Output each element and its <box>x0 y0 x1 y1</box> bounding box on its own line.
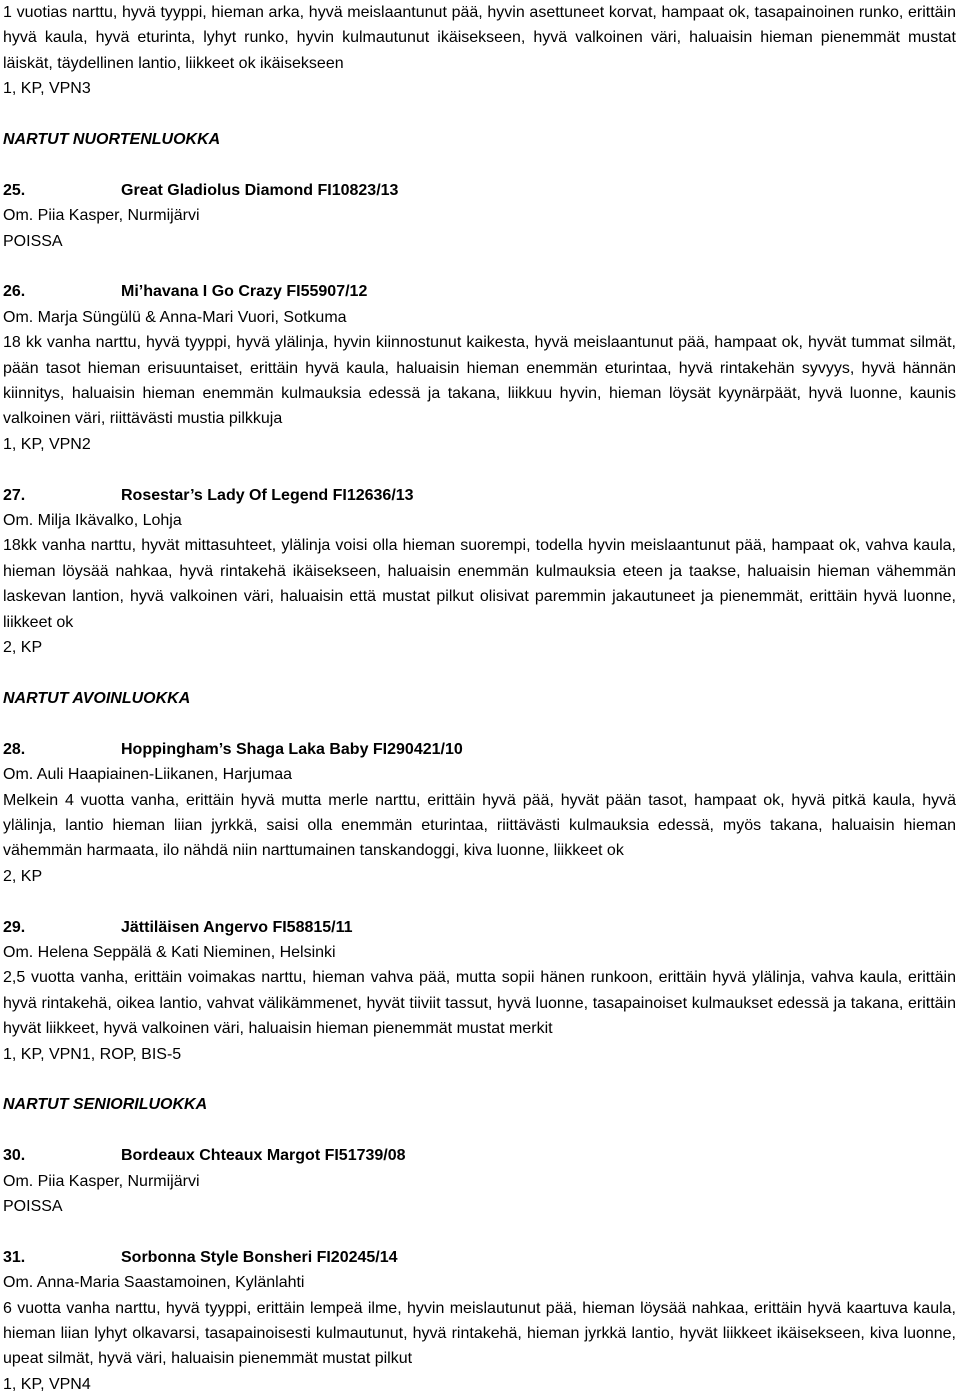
dog-result: 1, KP, VPN2 <box>3 435 91 453</box>
spacer <box>3 1219 956 1244</box>
spacer <box>3 457 956 482</box>
dog-number: 27. <box>3 486 26 504</box>
dog-name: Mi’havana I Go Crazy FI55907/12 <box>121 283 368 301</box>
dog-owner: Om. Piia Kasper, Nurmijärvi <box>3 207 200 225</box>
dog-heading <box>3 1245 956 1270</box>
dog-result: POISSA <box>3 232 63 250</box>
dog-description: 18kk vanha narttu, hyvät mittasuhteet, ylälinja voisi olla hieman suorempi, todella hyvin meislaantunut pää, hampaat ok, vahva kaula, hieman löysää nahkaa, hyvä rintakehä ikäisekseen, haluaisin enemmän kulmauksia eteen ja taakse, haluaisin hieman vähemmän laskevan lantion, hyvä valkoinen väri, haluaisin että mustat pilkut olisivat paremmin jakautuneet ja pienemmät, erittäin hyvä luonne, liikkeet ok <box>3 537 956 631</box>
spacer <box>3 889 956 914</box>
dog-result: 2, KP <box>3 639 43 657</box>
class-heading: NARTUT SENIORILUOKKA <box>3 1096 208 1114</box>
dog-description: 2,5 vuotta vanha, erittäin voimakas narttu, hieman vahva pää, mutta sopii hänen runkoon, erittäin hyvä ylälinja, vahva kaula, erittäin hyvä rintakehä, oikea lantio, vahvat välikämmenet, hyvät tiiviit tassut, hyvä luonne, tasapainoiset kulmaukset edessä ja takana, erittäin hyvät liikkeet, hyvä valkoinen väri, haluaisin hieman pienemmät mustat merkit <box>3 969 956 1038</box>
dog-result: POISSA <box>3 1197 63 1215</box>
dog-owner: Om. Auli Haapiainen-Liikanen, Harjumaa <box>3 766 293 784</box>
dog-description: 6 vuotta vanha narttu, hyvä tyyppi, erittäin lempeä ilme, hyvin meislautunut pää, hieman löysää nahkaa, erittäin hyvä kaartuva kaula, hieman liian lyhyt olkavarsi, tasapainoisesti kulmautunut, hyvä rintakehä, hieman jyrkkä lantio, hyvät liikkeet ikäisekseen, kiva luonne, upeat silmät, hyvä väri, haluaisin pienemmät mustat pilkut <box>3 1299 956 1368</box>
dog-heading <box>3 1143 956 1168</box>
dog-name: Great Gladiolus Diamond FI10823/13 <box>121 181 399 199</box>
spacer <box>3 102 956 127</box>
dog-result: 1, KP, VPN1, ROP, BIS-5 <box>3 1045 182 1063</box>
spacer <box>3 1118 956 1143</box>
dog-name: Rosestar’s Lady Of Legend FI12636/13 <box>121 486 414 504</box>
dog-number: 28. <box>3 740 26 758</box>
dog-name: Sorbonna Style Bonsheri FI20245/14 <box>121 1248 398 1266</box>
dog-heading <box>3 915 956 940</box>
spacer <box>3 1067 956 1092</box>
dog-heading <box>3 279 956 304</box>
class-heading: NARTUT AVOINLUOKKA <box>3 689 191 707</box>
dog-entry <box>3 483 956 661</box>
dog-entry <box>3 178 956 254</box>
dog-owner: Om. Milja Ikävalko, Lohja <box>3 512 182 530</box>
spacer <box>3 152 956 177</box>
dog-description: Melkein 4 vuotta vanha, erittäin hyvä mutta merle narttu, erittäin hyvä pää, hyvät pään tasot, hampaat ok, hyvä pitkä kaula, hyvä ylälinja, lantio hieman liian jyrkkä, saisi olla enemmän eturintaa, riittävästi kulmauksia edessä, myös takana, haluaisin hieman vähemmän harmaata, ilo nähdä niin narttumainen tanskandoggi, kiva luonne, liikkeet ok <box>3 791 956 860</box>
dog-owner: Om. Anna-Maria Saastamoinen, Kylänlahti <box>3 1274 305 1292</box>
dog-number: 26. <box>3 283 26 301</box>
dog-number: 29. <box>3 918 26 936</box>
spacer <box>3 661 956 686</box>
spacer <box>3 711 956 736</box>
dog-result: 2, KP <box>3 867 43 885</box>
intro-description: 1 vuotias narttu, hyvä tyyppi, hieman arka, hyvä meislaantunut pää, hyvin asettuneet korvat, hampaat ok, tasapainoinen runko, erittäin hyvä kaula, hyvä eturinta, lyhyt runko, hyvin kulmautunut ikäisekseen, hyvä valkoinen väri, haluaisin hieman pienemmät mustat läiskät, täydellinen lantio, liikkeet ok ikäisekseen <box>3 4 956 72</box>
dog-number: 30. <box>3 1147 26 1165</box>
dog-number: 25. <box>3 181 26 199</box>
dog-result: 1, KP, VPN4 <box>3 1375 91 1393</box>
dog-description: 18 kk vanha narttu, hyvä tyyppi, hyvä ylälinja, hyvin kiinnostunut kaikesta, hyvä meislaantunut pää, hampaat ok, hyvät tummat silmät, pään tasot hieman erisuuntaiset, erittäin hyvä kaula, haluaisin hieman enemmän eturintaa, hyvä rintakehän syvyys, hyvä hännän kiinnitys, haluaisin hieman enemmän kulmauksia edessä ja takana, liikkuu hyvin, hieman löysät kyynärpäät, hyvä luonne, kaunis valkoinen väri, riittävästi mustia pilkkuja <box>3 334 956 428</box>
dog-entry <box>3 279 956 457</box>
class-heading: NARTUT NUORTENLUOKKA <box>3 131 221 149</box>
dog-heading <box>3 737 956 762</box>
dog-heading <box>3 178 956 203</box>
dog-name: Bordeaux Chteaux Margot FI51739/08 <box>121 1147 406 1165</box>
spacer <box>3 254 956 279</box>
intro-result: 1, KP, VPN3 <box>3 80 91 98</box>
dog-number: 31. <box>3 1248 26 1266</box>
dog-owner: Om. Marja Süngülü & Anna-Mari Vuori, Sotkuma <box>3 308 347 326</box>
dog-entry <box>3 1143 956 1219</box>
dog-owner: Om. Helena Seppälä & Kati Nieminen, Helsinki <box>3 943 336 961</box>
dog-entry <box>3 1245 956 1397</box>
dog-name: Hoppingham’s Shaga Laka Baby FI290421/10 <box>121 740 463 758</box>
dog-entry <box>3 737 956 889</box>
dog-owner: Om. Piia Kasper, Nurmijärvi <box>3 1172 200 1190</box>
dog-heading <box>3 483 956 508</box>
dog-entry <box>3 915 956 1067</box>
dog-name: Jättiläisen Angervo FI58815/11 <box>121 918 353 936</box>
